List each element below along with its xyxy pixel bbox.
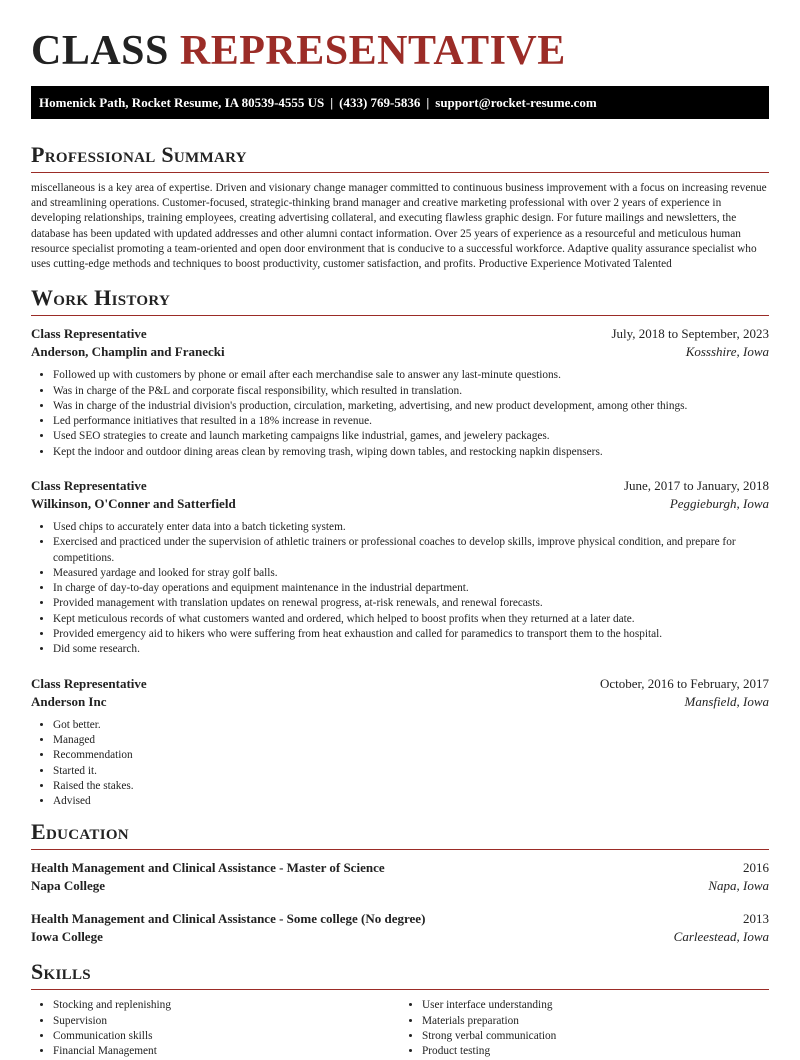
job-location: Mansfield, Iowa	[684, 693, 769, 709]
skill-item: • Supervision	[53, 1014, 400, 1029]
summary-text: miscellaneous is a key area of expertise. Driven and visionary change manager committed to continuous business improvement with a focus on increasing revenue and streamlining operations. Customer-focused, strategic-thinking brand manager and creative marketing professional with over 2 years of experience in developing relationships, training employees, creating advertising collateral, and executing flawless graphic design. For future mailings and newsletters, the database has been updated with updated addresses and other alumni contact information. Over 25 years of experience as a resourceful and meticulous human resource specialist promoting a team-oriented and open door environment that is conducive to a successful workforce. Adaptive quality assurance specialist who uses cutting-edge methods and techniques to boost productivity, customer satisfaction, and profits. Productive Experience Motivated Talented	[31, 182, 767, 271]
job-bullet: • Managed	[53, 733, 769, 748]
job-dates: July, 2018 to September, 2023	[611, 326, 769, 342]
job-entry	[31, 477, 769, 658]
job-bullet: • In charge of day-to-day operations and equipment maintenance in the industrial department.	[53, 581, 769, 596]
job-bullet: • Recommendation	[53, 748, 769, 763]
education-year: 2013	[743, 911, 769, 927]
skills-list-left	[31, 998, 400, 1059]
contact-phone: (433) 769-5836	[339, 95, 421, 110]
skills-heading: Skills	[31, 959, 769, 990]
job-bullet: • Followed up with customers by phone or email after each merchandise sale to answer any last-minute questions.	[53, 368, 769, 383]
education-degree: Health Management and Clinical Assistance - Master of Science	[31, 860, 385, 876]
job-dates: October, 2016 to February, 2017	[599, 675, 769, 691]
job-bullet: • Provided emergency aid to hikers who were suffering from heat exhaustion and called for paramedics to transport them to the hospital.	[53, 627, 769, 642]
education-location: Napa, Iowa	[708, 878, 769, 894]
job-location: Kossshire, Iowa	[685, 344, 769, 360]
title-first-word: CLASS	[31, 28, 169, 74]
job-bullet: • Kept meticulous records of what customers wanted and ordered, which helped to boost profits when they returned at a later date.	[53, 612, 769, 627]
job-bullet: • Used chips to accurately enter data into a batch ticketing system.	[53, 520, 769, 535]
resume-title	[31, 0, 769, 85]
contact-separator: |	[426, 95, 430, 110]
job-entry	[31, 325, 769, 460]
skill-item: • Product testing	[422, 1044, 769, 1059]
contact-email: support@rocket-resume.com	[435, 95, 597, 110]
job-bullet: • Did some research.	[53, 642, 769, 657]
education-entry	[31, 859, 769, 895]
job-title-row	[31, 675, 769, 693]
job-company: Wilkinson, O'Conner and Satterfield	[31, 496, 236, 511]
job-title: Class Representative	[31, 326, 147, 342]
job-entry	[31, 675, 769, 810]
education-school-row	[31, 928, 769, 946]
education-degree-row	[31, 859, 769, 877]
job-company-row	[31, 343, 769, 361]
job-bullet: • Started it.	[53, 764, 769, 779]
contact-bar	[31, 86, 769, 119]
job-bullet: • Exercised and practiced under the supervision of athletic trainers or professional coaches to develop skills, improve physical condition, and prepare for competitions.	[53, 535, 769, 566]
skill-item: • Strong verbal communication	[422, 1029, 769, 1044]
education-location: Carleestead, Iowa	[673, 929, 769, 945]
job-company: Anderson, Champlin and Franecki	[31, 344, 225, 360]
education-school-row	[31, 877, 769, 895]
skill-item: • Communication skills	[53, 1029, 400, 1044]
job-bullet: • Used SEO strategies to create and launch marketing campaigns like industrial, games, and jewelery packages.	[53, 429, 769, 444]
skill-item: • Materials preparation	[422, 1014, 769, 1029]
skill-item: • Stocking and replenishing	[53, 998, 400, 1013]
title-second-word: REPRESENTATIVE	[179, 28, 566, 74]
summary-heading: Professional Summary	[31, 142, 769, 173]
job-bullet: • Advised	[53, 794, 769, 809]
skills-list-right	[400, 998, 769, 1059]
job-title-row	[31, 325, 769, 343]
job-bullet: • Measured yardage and looked for stray golf balls.	[53, 566, 769, 581]
job-bullet: • Was in charge of the P&L and corporate fiscal responsibility, which resulted in translation.	[53, 384, 769, 399]
job-company: Anderson Inc	[31, 693, 107, 709]
job-location: Peggieburgh, Iowa	[669, 496, 769, 511]
job-bullet-list	[31, 718, 769, 810]
job-company-row	[31, 693, 769, 711]
education-heading: Education	[31, 819, 769, 850]
education-school: Napa College	[31, 878, 106, 894]
job-dates: June, 2017 to January, 2018	[623, 478, 769, 493]
job-bullet: • Was in charge of the industrial division's production, circulation, marketing, advertising, and new product development, among other things.	[53, 399, 769, 414]
job-bullet: • Kept the indoor and outdoor dining areas clean by removing trash, wiping down tables, and restocking napkin dispensers.	[53, 445, 769, 460]
education-school: Iowa College	[31, 929, 103, 945]
job-title: Class Representative	[31, 478, 147, 493]
job-bullet: • Provided management with translation updates on renewal progress, at-risk renewals, and renewal forecasts.	[53, 596, 769, 611]
job-company-row	[31, 495, 769, 513]
job-bullet: • Got better.	[53, 718, 769, 733]
job-title-row	[31, 477, 769, 495]
education-degree: Health Management and Clinical Assistance - Some college (No degree)	[31, 911, 426, 927]
education-year: 2016	[743, 860, 769, 876]
work-history-heading: Work History	[31, 285, 769, 316]
job-bullet-list	[31, 520, 769, 658]
contact-separator: |	[330, 95, 334, 110]
skill-item: • User interface understanding	[422, 998, 769, 1013]
job-bullet: • Raised the stakes.	[53, 779, 769, 794]
education-entry	[31, 910, 769, 946]
job-title: Class Representative	[31, 675, 147, 691]
job-bullet: • Led performance initiatives that resulted in a 18% increase in revenue.	[53, 414, 769, 429]
education-degree-row	[31, 910, 769, 928]
skill-item: • Financial Management	[53, 1044, 400, 1059]
contact-address: Homenick Path, Rocket Resume, IA 80539-4555 US	[39, 95, 325, 110]
job-bullet-list	[31, 368, 769, 460]
skills-grid	[31, 998, 769, 1059]
